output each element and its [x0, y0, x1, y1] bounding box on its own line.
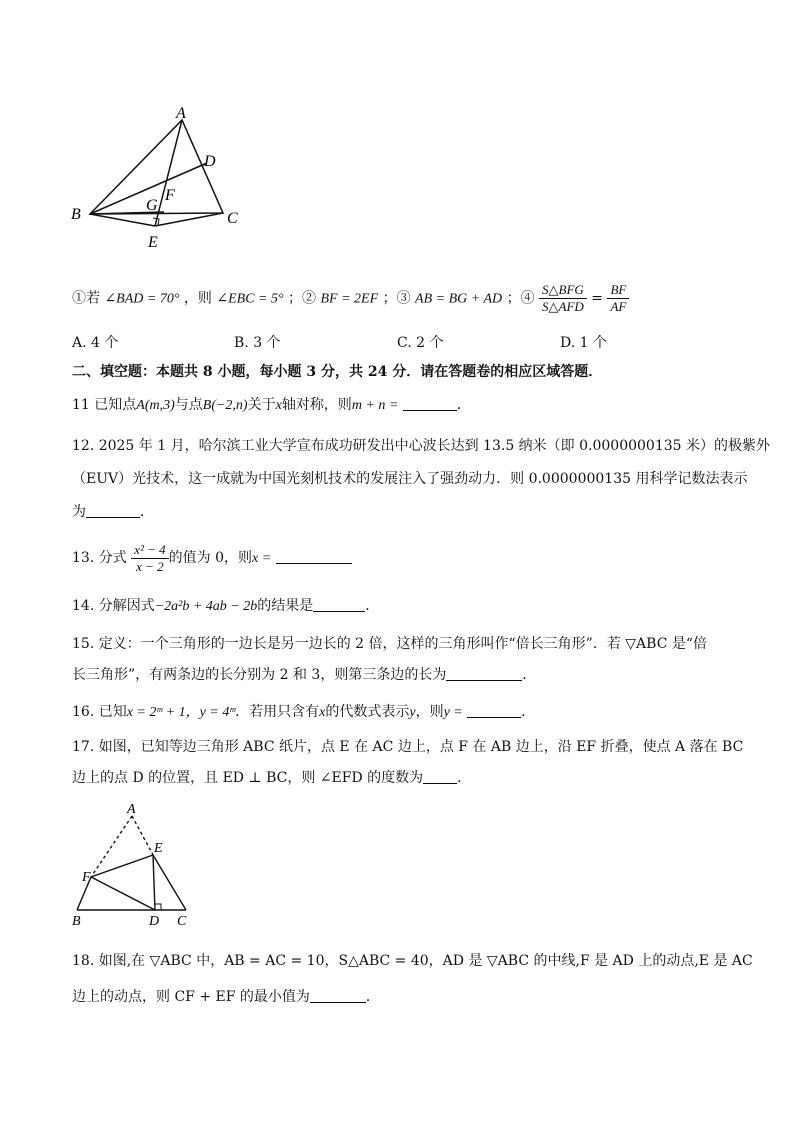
segment-fe: [91, 855, 153, 877]
q11-axis: x: [275, 398, 282, 413]
segment-ec: [155, 213, 223, 226]
statement-1-math: ∠BAD = 70°: [104, 291, 180, 307]
q16-text-a: 16. 已知: [72, 704, 127, 720]
q16-text-b: ．若用只含有: [235, 704, 320, 720]
question-15-line-2: [72, 665, 536, 685]
q14-expression: −2a²b + 4ab − 2b: [154, 599, 258, 614]
triangle-figure-2: [66, 800, 206, 930]
q11-text-a: 11 已知点: [72, 397, 137, 413]
ratio-fraction: [607, 282, 629, 315]
q13-text-b: 的值为 0，则: [168, 550, 252, 566]
label-g: G: [146, 197, 158, 214]
question-13: [72, 540, 352, 577]
q11-text-b: 与点: [174, 397, 203, 413]
q13-denominator: x − 2: [136, 558, 164, 574]
label-e: E: [148, 234, 158, 251]
label-a-2: A: [127, 802, 136, 817]
q11-end: ．: [456, 397, 471, 413]
label-d-2: D: [149, 914, 160, 929]
statement-3-prefix: ；③: [382, 290, 411, 307]
q13-fraction: [131, 542, 168, 575]
area-numerator: S△BFG: [539, 282, 587, 299]
q13-answer-blank[interactable]: [276, 549, 352, 564]
right-angle-mark-2: [155, 904, 161, 910]
q16-end: ．: [521, 704, 536, 720]
label-b: B: [71, 206, 81, 223]
q18-end: ．: [365, 989, 380, 1005]
label-f-2: F: [82, 870, 91, 885]
triangle-figure-1: [64, 100, 264, 260]
q12-end: ．: [140, 504, 154, 520]
segment-fd: [91, 877, 155, 910]
statement-1-math2: ∠EBC = 5°: [216, 291, 284, 307]
area-denominator: S△AFD: [542, 299, 584, 314]
label-c: C: [227, 210, 238, 227]
label-b-2: B: [72, 914, 81, 929]
segment-be: [90, 214, 155, 226]
q14-text-a: 14. 分解因式: [72, 598, 155, 614]
option-b[interactable]: B. 3 个: [234, 335, 281, 351]
area-fraction: [539, 282, 587, 315]
q11-point-b: B(−2,n): [202, 398, 248, 413]
statement-2-math: BF = 2EF: [320, 291, 379, 307]
q16-text-d: ，则: [415, 704, 444, 720]
question-15-line-1: 15. 定义：一个三角形的一边长是另一边长的 2 倍，这样的三角形叫作“倍长三角形”．若 ▽ABC 是“倍: [72, 636, 708, 652]
statements-line: [72, 282, 629, 315]
q13-numerator: x² − 4: [131, 542, 168, 559]
q16-x: x: [319, 705, 326, 720]
segment-ed: [153, 855, 155, 910]
q17-text: 边上的点 D 的位置，且 ED ⊥ BC，则 ∠EFD 的度数为: [72, 770, 424, 786]
segment-fa-dashed: [91, 816, 132, 877]
label-d: D: [204, 153, 216, 170]
question-16: [72, 702, 535, 723]
q12-answer-blank[interactable]: [86, 503, 140, 518]
q16-expression: y =: [443, 705, 463, 720]
q15-end: ．: [522, 667, 537, 683]
ratio-numerator: BF: [607, 282, 629, 299]
q11-text-c: 关于: [247, 397, 276, 413]
q14-answer-blank[interactable]: [313, 597, 365, 612]
segment-ec: [153, 855, 186, 910]
q18-answer-blank[interactable]: [310, 988, 366, 1003]
label-f: F: [165, 187, 175, 204]
statement-2-prefix: ；②: [288, 290, 317, 307]
question-17-line-2: [72, 768, 471, 788]
question-17-line-1: 17. 如图，已知等边三角形 ABC 纸片，点 E 在 AC 边上，点 F 在 AB 边上，沿 EF 折叠，使点 A 落在 BC: [72, 739, 744, 755]
question-18-line-2: [72, 987, 380, 1007]
question-11: [72, 395, 471, 416]
equals-sign: =: [591, 290, 603, 307]
q11-expression: m + n =: [351, 398, 399, 413]
statement-1-mid: ，则: [183, 290, 212, 307]
q13-expression: x =: [251, 551, 272, 566]
statement-4-prefix: ；④: [506, 290, 535, 307]
q12-text: 为: [72, 504, 86, 520]
q18-text: 边上的动点，则 CF + EF 的最小值为: [72, 989, 310, 1005]
label-e-2: E: [154, 841, 163, 856]
q14-text-b: 的结果是: [257, 598, 314, 614]
question-14: [72, 596, 379, 617]
label-a: A: [176, 105, 186, 122]
section-heading: 二、填空题：本题共 8 小题，每小题 3 分，共 24 分．请在答题卷的相应区域答题．: [72, 364, 603, 380]
question-12-line-3: [72, 502, 154, 522]
question-12-line-1: 12. 2025 年 1 月，哈尔滨工业大学宣布成功研发出中心波长达到 13.5 纳米（即 0.0000000135 米）的极紫外: [72, 438, 771, 454]
q16-given: x = 2ᵐ + 1，y = 4ᵐ: [126, 705, 236, 720]
ratio-denominator: AF: [610, 299, 627, 314]
q16-answer-blank[interactable]: [467, 703, 521, 718]
q15-answer-blank[interactable]: [446, 666, 522, 681]
label-c-2: C: [177, 914, 187, 929]
question-18-line-1: 18. 如图,在 ▽ABC 中，AB = AC = 10，S△ABC = 40，AD 是 ▽ABC 的中线,F 是 AD 上的动点,E 是 AC: [72, 953, 753, 969]
q11-text-d: 轴对称，则: [281, 397, 352, 413]
q17-end: ．: [457, 770, 472, 786]
segment-ae: [155, 120, 182, 226]
q11-answer-blank[interactable]: [403, 396, 457, 411]
q13-text-a: 13. 分式: [72, 550, 127, 566]
statement-1-prefix: ①若: [72, 290, 100, 307]
q17-answer-blank[interactable]: [423, 769, 457, 784]
q15-text: 长三角形”，有两条边的长分别为 2 和 3，则第三条边的长为: [72, 667, 447, 683]
option-d[interactable]: D. 1 个: [560, 335, 607, 351]
segment-ae-dashed: [132, 816, 153, 855]
option-c[interactable]: C. 2 个: [397, 335, 444, 351]
question-12-line-2: （EUV）光技术，这一成就为中国光刻机技术的发展注入了强劲动力．则 0.0000000135 用科学记数法表示: [72, 471, 748, 487]
q11-point-a: A(m,3): [136, 398, 175, 413]
q16-text-c: 的代数式表示: [325, 704, 410, 720]
statement-3-math: AB = BG + AD: [415, 291, 503, 307]
q14-end: ．: [365, 598, 380, 614]
option-a[interactable]: A. 4 个: [72, 335, 119, 351]
q16-y: y: [409, 705, 416, 720]
